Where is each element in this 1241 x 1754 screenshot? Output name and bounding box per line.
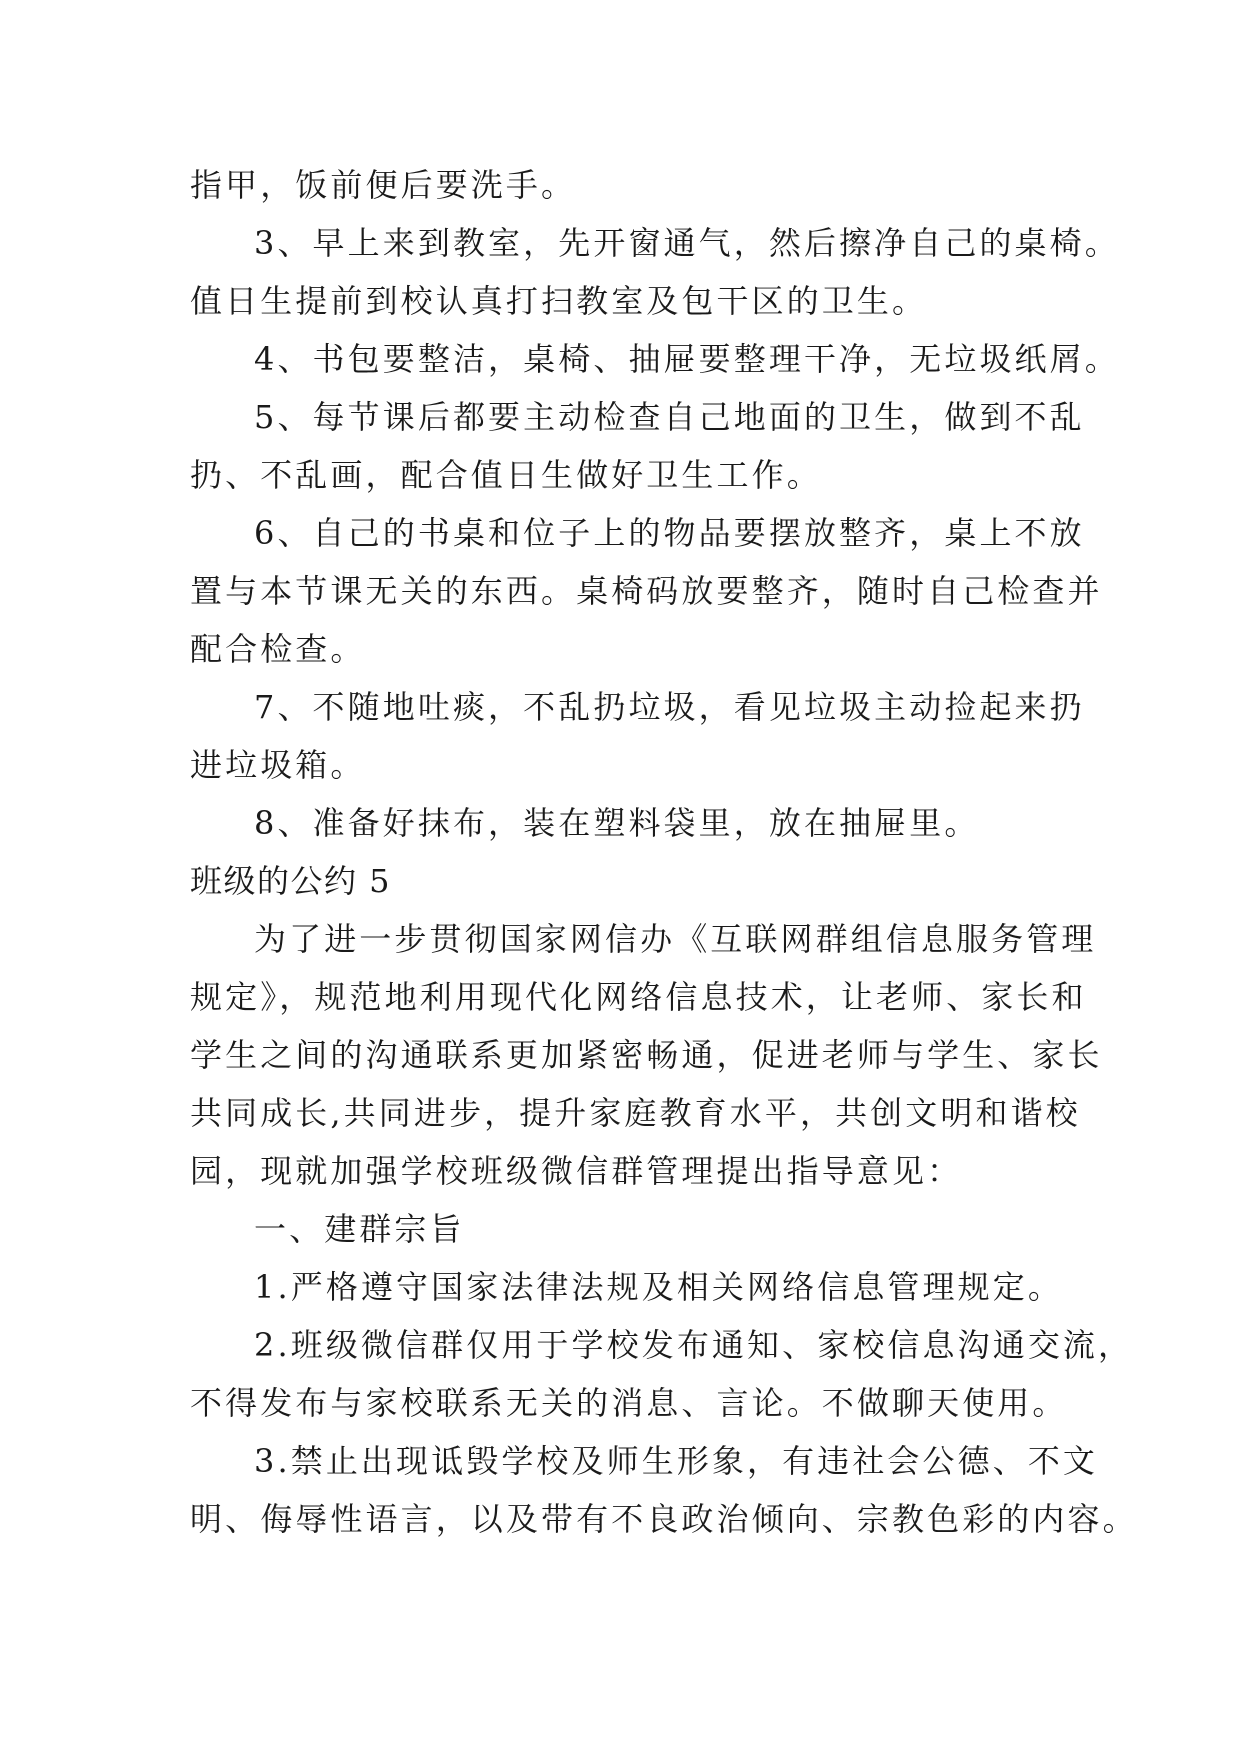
text-line: 置与本节课无关的东西。桌椅码放要整齐，随时自己检查并	[190, 572, 1103, 610]
text-line: 2.班级微信群仅用于学校发布通知、家校信息沟通交流，	[254, 1326, 1134, 1364]
text-line: 园，现就加强学校班级微信群管理提出指导意见：	[190, 1152, 963, 1190]
text-line: 不得发布与家校联系无关的消息、言论。不做聊天使用。	[190, 1384, 1068, 1422]
text-line: 规定》，规范地利用现代化网络信息技术，让老师、家长和	[190, 978, 1087, 1016]
text-line: 扔、不乱画，配合值日生做好卫生工作。	[190, 456, 822, 494]
text-line: 7、不随地吐痰，不乱扔垃圾，看见垃圾主动捡起来扔	[254, 688, 1085, 726]
text-line: 3、早上来到教室，先开窗通气，然后擦净自己的桌椅。	[254, 224, 1120, 262]
text-line: 指甲，饭前便后要洗手。	[190, 166, 577, 204]
section-heading: 班级的公约 5	[190, 862, 392, 900]
text-line: 1.严格遵守国家法律法规及相关网络信息管理规定。	[254, 1268, 1063, 1306]
text-line: 进垃圾箱。	[190, 746, 366, 784]
text-line: 为了进一步贯彻国家网信办《互联网群组信息服务管理	[254, 920, 1097, 958]
text-line: 学生之间的沟通联系更加紧密畅通，促进老师与学生、家长	[190, 1036, 1103, 1074]
text-line: 4、书包要整洁，桌椅、抽屉要整理干净，无垃圾纸屑。	[254, 340, 1120, 378]
text-line: 配合检查。	[190, 630, 366, 668]
text-line: 6、自己的书桌和位子上的物品要摆放整齐，桌上不放	[254, 514, 1085, 552]
text-line: 3.禁止出现诋毁学校及师生形象，有违社会公德、不文	[254, 1442, 1099, 1480]
subsection-heading: 一、建群宗旨	[254, 1210, 465, 1248]
text-line: 8、准备好抹布，装在塑料袋里，放在抽屉里。	[254, 804, 980, 842]
text-line: 明、侮辱性语言，以及带有不良政治倾向、宗教色彩的内容。	[190, 1500, 1138, 1538]
text-line: 5、每节课后都要主动检查自己地面的卫生，做到不乱	[254, 398, 1085, 436]
text-line: 共同成长,共同进步，提升家庭教育水平，共创文明和谐校	[190, 1094, 1081, 1132]
text-line: 值日生提前到校认真打扫教室及包干区的卫生。	[190, 282, 928, 320]
